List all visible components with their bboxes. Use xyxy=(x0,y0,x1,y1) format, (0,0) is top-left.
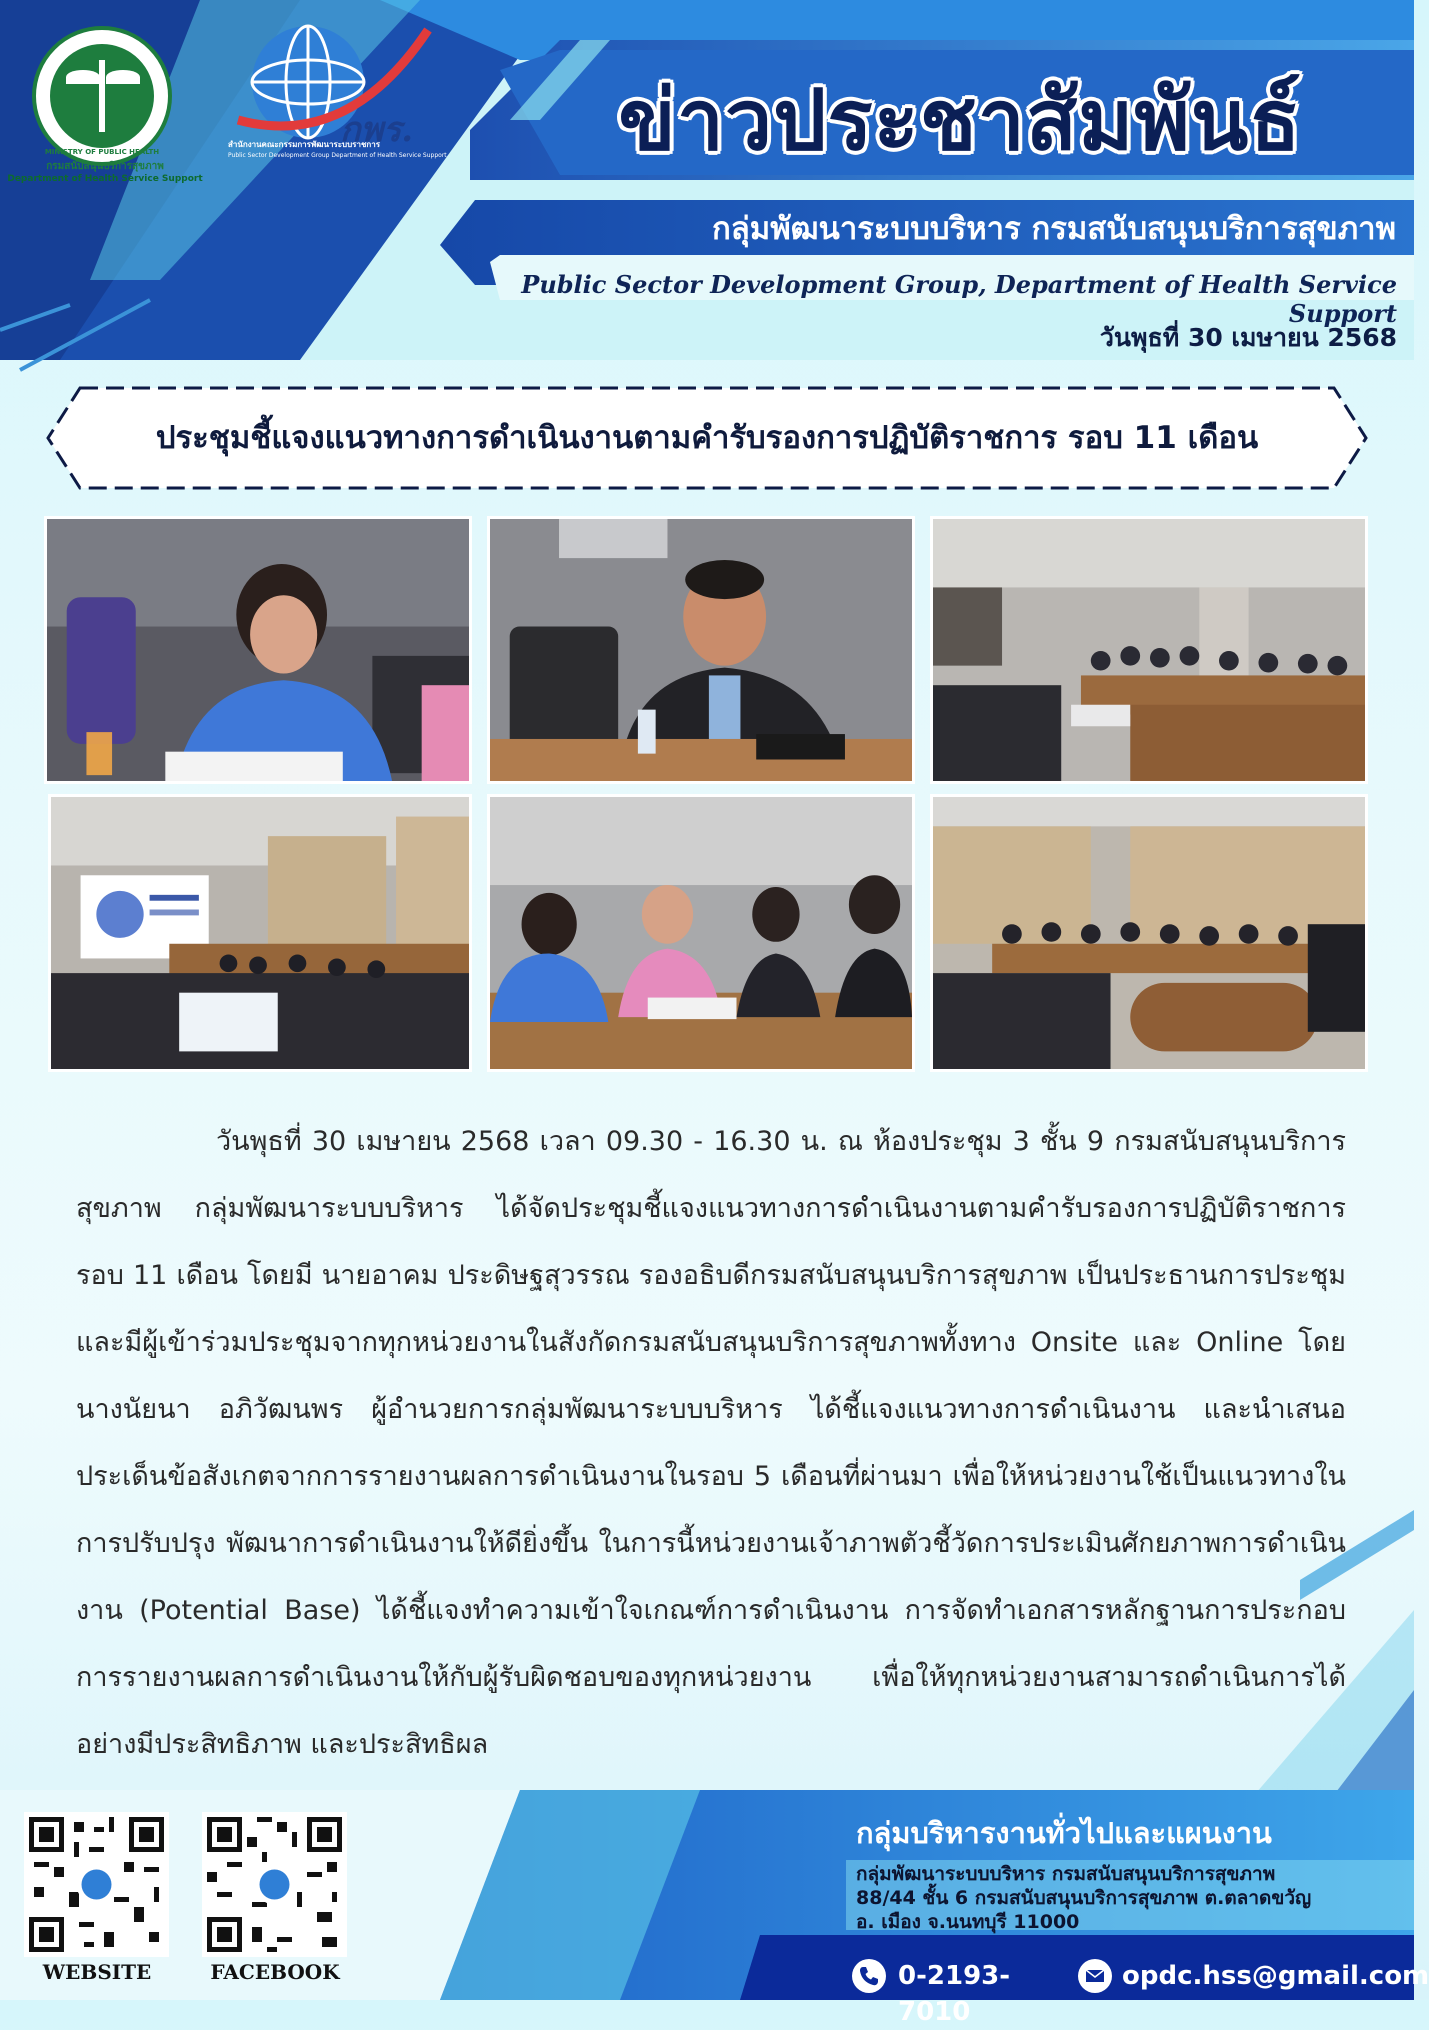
group-name-en: Public Sector Development Group, Department of Health Service Support xyxy=(521,270,1397,328)
kp-sub-en: Public Sector Development Group Department of Health Service Support xyxy=(228,152,447,159)
photo-woman-blue-speaking xyxy=(44,516,472,784)
footer xyxy=(0,1790,1429,2027)
footer-address-line3: อ. เมือง จ.นนทบุรี 11000 xyxy=(856,1911,1080,1933)
footer-org-title: กลุ่มบริหารงานทั่วไปและแผนงาน xyxy=(856,1816,1272,1850)
headline-box xyxy=(44,384,1370,492)
phone-number[interactable]: 0-2193-7010 xyxy=(898,1961,1011,2027)
moph-logo xyxy=(32,26,172,166)
moph-caption-th: กรมสนับสนุนบริการสุขภาพ xyxy=(46,161,164,172)
facebook-qr-label: FACEBOOK xyxy=(210,1960,340,1984)
group-name-th: กลุ่มพัฒนาระบบบริหาร กรมสนับสนุนบริการสุขภาพ xyxy=(712,211,1396,247)
photo-meeting-room-wide xyxy=(930,516,1368,784)
moph-logo-caption xyxy=(0,160,210,186)
footer-address-line1: กลุ่มพัฒนาระบบบริหาร กรมสนับสนุนบริการสุขภาพ xyxy=(856,1863,1276,1885)
photo-room-overview xyxy=(930,794,1368,1072)
photo-presentation-screen xyxy=(48,794,472,1072)
website-qr-code[interactable] xyxy=(24,1812,169,1957)
mail-icon xyxy=(1078,1959,1112,1993)
decorative-stripes xyxy=(1100,1480,1414,1800)
moph-logo-text: MINISTRY OF PUBLIC HEALTH xyxy=(44,148,160,156)
page-title: ข่าวประชาสัมพันธ์ xyxy=(618,71,1302,169)
footer-address-line2: 88/44 ชั้น 6 กรมสนับสนุนบริการสุขภาพ ต.ตลาดขวัญ xyxy=(856,1887,1312,1909)
phone-icon xyxy=(852,1959,886,1993)
header-banner xyxy=(0,0,1414,360)
kp-logo xyxy=(228,20,447,170)
kp-sub: สำนักงานคณะกรรมการพัฒนาระบบราชการ xyxy=(228,140,381,149)
article-body: วันพุธที่ 30 เมษายน 2568 เวลา 09.30 - 16.30 น. ณ ห้องประชุม 3 ชั้น 9 กรมสนับสนุนบริการสุขภาพ กลุ่มพัฒนาระบบบริหาร ได้จัดประชุมชี้แจงแนวทางการดำเนินงานตามคำรับรองการปฏิบัติราชการ รอบ 11 เดือน โดยมี นายอาคม ประดิษฐสุวรรณ รองอธิบดีกรมสนับสนุนบริการสุขภาพ เป็นประธานการประชุม และมีผู้เข้าร่วมประชุมจากทุกหน่วยงานในสังกัดกรมสนับสนุนบริการสุขภาพทั้งทาง Onsite และ Online โดย นางนัยนา อภิวัฒนพร ผู้อำนวยการกลุ่มพัฒนาระบบบริหาร ได้ชี้แจงแนวทางการดำเนินงาน และนำเสนอประเด็นข้อสังเกตจากการรายงานผลการดำเนินงานในรอบ 5 เดือนที่ผ่านมา เพื่อให้หน่วยงานใช้เป็นแนวทางในการปรับปรุง พัฒนาการดำเนินงานให้ดียิ่งขึ้น ในการนี้หน่วยงานเจ้าภาพตัวชี้วัดการประเมินศักยภาพการดำเนินงาน (Potential Base) ได้ชี้แจงทำความเข้าใจเกณฑ์การดำเนินงาน การจัดทำเอกสารหลักฐานการประกอบการรายงานผลการดำเนินงานให้กับผู้รับผิดชอบของทุกหน่วยงาน เพื่อให้ทุกหน่วยงานสามารถดำเนินการได้อย่างมีประสิทธิภาพ และประสิทธิผล xyxy=(76,1126,1346,1760)
website-qr-label: WEBSITE xyxy=(42,1960,152,1984)
email-address[interactable]: opdc.hss@gmail.com xyxy=(1122,1961,1429,1991)
photo-women-at-table xyxy=(487,794,915,1072)
headline-text: ประชุมชี้แจงแนวทางการดำเนินงานตามคำรับรองการปฏิบัติราชการ รอบ 11 เดือน xyxy=(155,420,1259,456)
news-date: วันพุธที่ 30 เมษายน 2568 xyxy=(1099,323,1397,352)
moph-caption-en: Department of Health Service Support xyxy=(7,174,203,184)
photo-man-speaking xyxy=(487,516,915,784)
kp-brand: กพร. xyxy=(340,110,414,150)
facebook-qr-code[interactable] xyxy=(202,1812,347,1957)
